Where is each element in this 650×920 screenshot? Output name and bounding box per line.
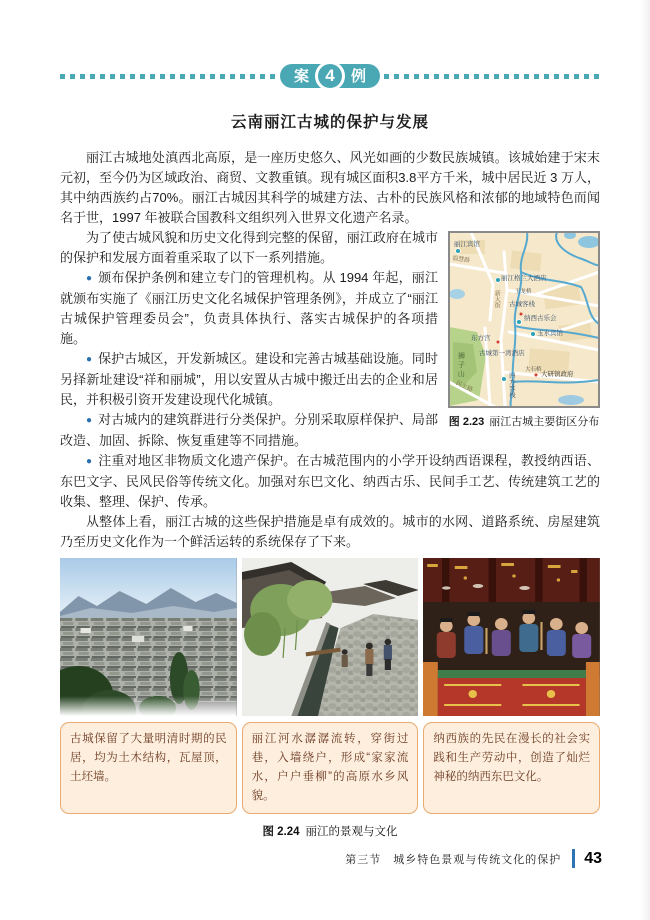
dashed-line-right [384,74,600,79]
photo-strip [60,558,600,716]
case-badge-left-char: 案 [293,67,309,85]
bullet-item-intangible-heritage [60,451,600,512]
bullet-text-building-classification: 对古城内的建筑群进行分类保护。分别采取原样保护、局部改造、加固、拆除、恢复重建等不同措施。 [60,412,438,448]
case-badge-number: 4 [315,61,345,91]
map-label-minzhu-road: 民主路 [454,380,474,394]
map-label-first-bend-hotel: 古城第一湾酒店 [479,350,525,357]
figure-2-24-caption [60,823,600,839]
map-label-gucheng-inn: 古城客栈 [509,301,535,308]
bullet-text-regulations: 颁布保护条例和建立专门的管理机构。从 1994 年起，丽江就颁布实施了《丽江历史文化名城保护管理条例》，并成立了“丽江古城保护管理委员会”，负责具体执行、落实古城保护的各项措施。 [60,270,438,346]
map-label-grand-hotel: 丽江格兰大酒店 [501,275,547,282]
paragraph-measures-intro: 为了使古城风貌和历史文化得到完整的保留，丽江政府在城市的保护和发展方面着重采取了以下一系列措施。 [60,230,438,265]
map-label-lijiang-hotel: 丽江宾馆 [454,241,480,248]
footer-divider-bar [572,849,575,868]
photo-naxi-orchestra [423,558,600,716]
map-label-sifang-inn: 四方客栈 [507,372,515,398]
photo-canal-street [242,558,419,716]
map-caption-text: 丽江古城主要街区分布 [489,416,600,428]
map-caption [448,412,600,432]
case-badge [280,64,380,88]
photo-naxi-orchestra-graphic [423,558,600,716]
page-title: 云南丽江古城的保护与发展 [230,114,429,131]
map-label-naxi-music-hall: 纳西古乐会 [524,315,557,322]
map-label-dongfang-palace: 东方宫 [471,335,491,342]
map-label-dayan-government: 大研镇政府 [541,371,574,378]
figure-2-24-number: 图 2.24 [262,825,300,838]
photo-canal-street-graphic [242,558,419,716]
footer-section-title: 第三节 城乡特色景观与传统文化的保护 [345,853,562,866]
lijiang-street-map [448,231,600,408]
page-footer [345,849,602,868]
paragraph-conclusion: 从整体上看，丽江古城的这些保护措施是卓有成效的。城市的水网、道路系统、房屋建筑乃至历史文化作为一个鲜活运转的系统保存了下来。 [60,514,600,549]
caption-box-water-town: 丽江河水潺潺流转，穿街过巷，入墙绕户，形成“家家流水，户户垂柳”的高原水乡风貌。 [242,722,419,814]
map-label-xindajie-road: 新大街 [493,290,500,308]
map-label-yulong-bridge: 玉龙桥 [515,289,532,295]
case-header [60,64,600,88]
bullet-icon: ● [86,456,93,467]
map-label-fuhui-road: 福慧路 [451,255,471,265]
figure-2-24-text: 丽江的景观与文化 [305,825,398,838]
paragraph-intro: 丽江古城地处滇西北高原，是一座历史悠久、风光如画的少数民族城镇。该城始建于宋末元初，至今仍为区域政治、商贸、文教重镇。现有城区面积3.8平方千米，城中居民近 3 万人，其中纳西族约占70%。丽江古城因其科学的城建方法、古朴的民族风格和浓郁的地域特色而闻名于世，1997 年被联合国教科文组织列入世界文化遗产名录。 [60,150,600,225]
photo-caption-row [60,722,600,814]
map-label-lion-hill: 狮子山 [457,352,465,379]
figure-2-23 [448,231,600,432]
photo-old-town-panorama [60,558,237,716]
bullet-icon: ● [86,273,93,284]
map-caption-number: 图 2.23 [448,416,485,428]
dashed-line-left [60,74,276,79]
bullet-text-intangible-heritage: 注重对地区非物质文化遗产保护。在古城范围内的小学开设纳西语课程，教授纳西语、东巴文字、民风民俗等传统文化。加强对东巴文化、纳西古乐、民间手工艺、传统建筑工艺的收集、整理、保护、传承。 [60,453,600,509]
bullet-icon: ● [86,415,93,426]
bullet-icon: ● [86,354,93,365]
caption-box-dongba-culture: 纳西族的先民在漫长的社会实践和生产劳动中，创造了灿烂神秘的纳西东巴文化。 [423,722,600,814]
case-badge-right-char: 例 [351,67,367,85]
photo-old-town-panorama-graphic [60,558,237,716]
page-number: 43 [584,849,602,867]
map-label-yushui-hotel: 玉水宾馆 [537,330,563,337]
body-text [60,148,600,552]
caption-box-ming-qing-houses: 古城保留了大量明清时期的民居，均为土木结构，瓦屋顶，土坯墙。 [60,722,237,814]
map-label-dashi-bridge: 大石桥 [525,367,542,373]
bullet-text-new-town: 保护古城区，开发新城区。建设和完善古城基础设施。同时另择新址建设“祥和丽城”，用以安置从古城中搬迁出去的企业和居民，并积极引资开发建设现代化城镇。 [60,351,438,407]
